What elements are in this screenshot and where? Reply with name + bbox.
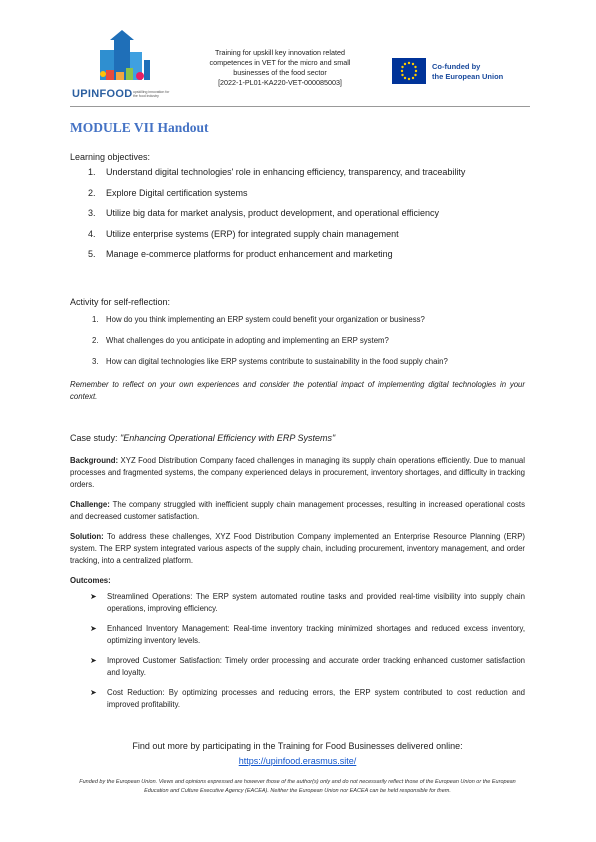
arrow-bullet-icon: ➤ — [90, 656, 97, 665]
item-text: Explore Digital certification systems — [106, 187, 248, 198]
learning-objectives-list — [70, 167, 530, 270]
item-text: Utilize big data for market analysis, product development, and operational efficiency — [106, 208, 440, 219]
arrow-bullet-icon: ➤ — [90, 592, 97, 601]
item-text: Manage e-commerce platforms for product enhancement and marketing — [106, 249, 393, 260]
item-text: How do you think implementing an ERP system could benefit your organization or business? — [106, 315, 425, 324]
challenge-text: The company struggled with inefficient supply chain management processes, resulting in increased operational costs and decreased customer satisfaction. — [70, 500, 525, 521]
list-item — [70, 687, 525, 711]
item-number: 1. — [92, 315, 99, 324]
item-text: Utilize enterprise systems (ERP) for integrated supply chain management — [106, 228, 399, 239]
item-text: Streamlined Operations: The ERP system automated routine tasks and provided real-time visibility into supply chain operations, improving efficiency. — [107, 592, 525, 613]
header-line: Training for upskill key innovation related — [215, 48, 345, 57]
item-number: 2. — [88, 187, 96, 198]
outcomes-list — [70, 591, 525, 719]
item-number: 3. — [92, 357, 99, 366]
item-text: How can digital technologies like ERP systems contribute to sustainability in the food supply chain? — [106, 357, 448, 366]
arrow-bullet-icon: ➤ — [90, 624, 97, 633]
outcomes-heading — [70, 575, 525, 587]
list-item — [70, 623, 525, 647]
list-item — [70, 336, 530, 357]
eu-line-2: the European Union — [432, 72, 504, 81]
challenge-label: Challenge: — [70, 500, 110, 509]
self-reflection-heading: Activity for self-reflection: — [70, 297, 171, 307]
case-study-name: "Enhancing Operational Efficiency with ERP Systems" — [120, 433, 336, 443]
logo-wordmark: UPINFOOD — [72, 88, 133, 100]
solution-paragraph — [70, 531, 525, 567]
item-text: Cost Reduction: By optimizing processes and reducing errors, the ERP system contributed to cost reduction and improved profitability. — [107, 688, 525, 709]
item-text: Enhanced Inventory Management: Real-time inventory tracking minimized shortages and reduced excess inventory, optimizing inventory levels. — [107, 624, 525, 645]
list-item — [70, 315, 530, 336]
list-item — [70, 167, 530, 188]
background-text: XYZ Food Distribution Company faced challenges in managing its supply chain operations efficiently. Due to manual processes and fragmented systems, the company experienced delays in procurement, inventory shortages, and difficulty in tracking orders. — [70, 456, 525, 489]
page-title: MODULE VII Handout — [70, 120, 209, 135]
background-label: Background: — [70, 456, 119, 465]
list-item — [70, 208, 530, 229]
eu-line-1: Co-funded by — [432, 62, 481, 71]
solution-text: To address these challenges, XYZ Food Distribution Company implemented an Enterprise Resource Planning (ERP) system. The ERP system integrated various aspects of the supply chain, including procurement, inventory management, and order tracking, into a centralized platform. — [70, 532, 525, 565]
solution-label: Solution: — [70, 532, 104, 541]
case-study-label: Case study: — [70, 433, 121, 443]
list-item — [70, 655, 525, 679]
page-header — [70, 30, 530, 104]
header-divider — [70, 106, 530, 107]
outcomes-label: Outcomes: — [70, 576, 111, 585]
background-paragraph — [70, 455, 525, 491]
eu-flag-icon — [392, 58, 426, 84]
project-code: [2022-1-PL01-KA220-VET-000085003] — [218, 78, 342, 87]
list-item — [70, 188, 530, 209]
project-header-text — [192, 48, 368, 88]
find-out-more-text: Find out more by participating in the Training for Food Businesses delivered online: — [132, 741, 463, 751]
logo-tagline: upskilling innovation for the food industry — [133, 90, 170, 98]
self-reflection-list — [70, 315, 530, 378]
learning-objectives-heading: Learning objectives: — [70, 152, 151, 162]
case-study-title — [70, 433, 335, 443]
arrow-bullet-icon: ➤ — [90, 688, 97, 697]
list-item — [70, 357, 530, 378]
eu-cofunded-logo — [392, 58, 530, 88]
list-item — [70, 249, 530, 270]
reflection-note: Remember to reflect on your own experiences and consider the potential impact of implementing digital technologies in your context. — [70, 380, 525, 401]
item-number: 2. — [92, 336, 99, 345]
upinfood-logo — [70, 30, 170, 102]
item-text: Improved Customer Satisfaction: Timely order processing and accurate order tracking enhanced customer satisfaction and loyalty. — [107, 656, 525, 677]
eu-cofunded-text — [432, 62, 503, 82]
website-link[interactable]: https://upinfood.erasmus.site/ — [238, 756, 357, 766]
item-number: 4. — [88, 228, 96, 239]
header-line: competences in VET for the micro and small — [209, 58, 351, 67]
funding-disclaimer: Funded by the European Union. Views and opinions expressed are however those of the author(s) only and do not necessarily reflect those of the European Union or the European Education and Culture Executive Agency (EACEA). Neither the European Union nor EACEA can be held responsible for them. — [79, 779, 516, 794]
upinfood-logo-graphic — [70, 30, 170, 88]
item-number: 1. — [88, 167, 96, 177]
item-number: 5. — [88, 249, 96, 260]
challenge-paragraph — [70, 499, 525, 523]
item-text: Understand digital technologies' role in enhancing efficiency, transparency, and traceability — [106, 167, 466, 177]
item-number: 3. — [88, 208, 96, 219]
header-line: businesses of the food sector — [233, 68, 327, 77]
item-text: What challenges do you anticipate in adopting and implementing an ERP system? — [106, 336, 389, 345]
list-item — [70, 591, 525, 615]
list-item — [70, 229, 530, 250]
